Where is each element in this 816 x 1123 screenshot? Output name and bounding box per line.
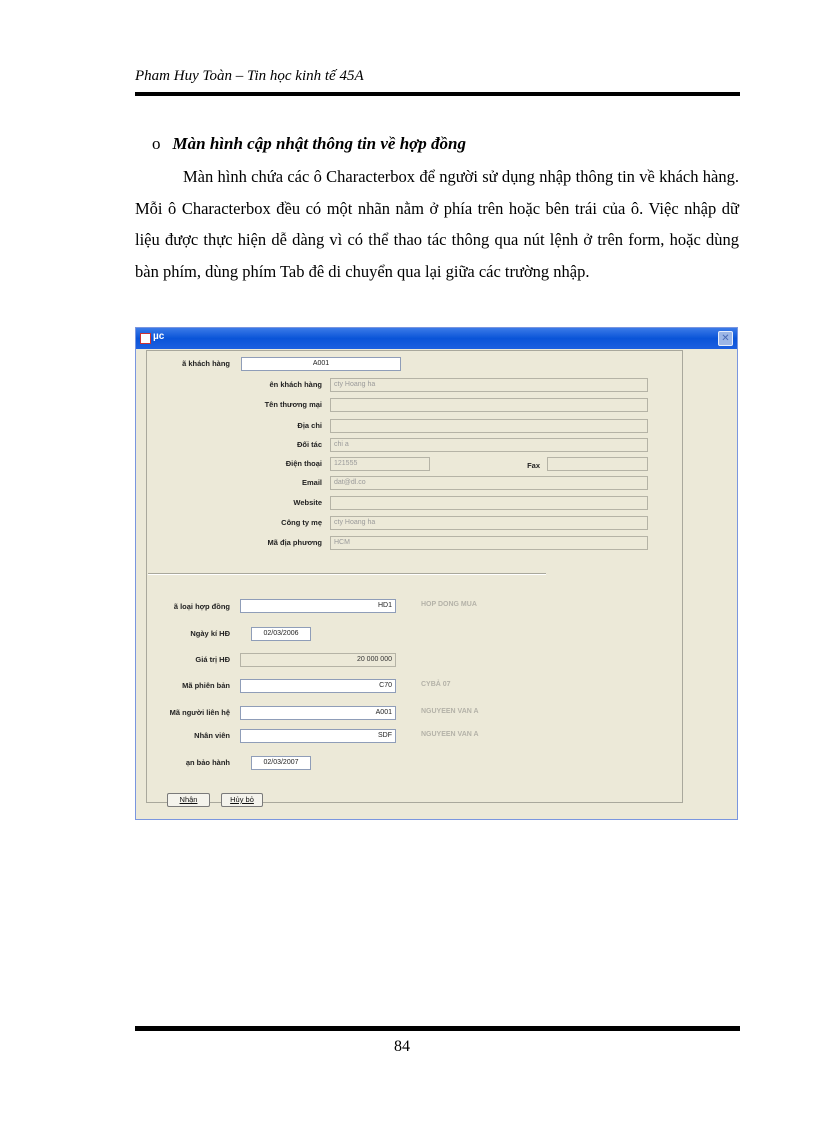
- cancel-button-label: Hủy bỏ: [230, 795, 254, 804]
- bullet-glyph: o: [152, 134, 161, 153]
- footer-rule: [135, 1026, 740, 1031]
- field-ten-khach-hang[interactable]: cty Hoang ha: [330, 378, 648, 392]
- window-title: µc: [153, 331, 165, 342]
- label-ten-thuong-mai: Tên thương mại: [264, 400, 322, 409]
- field-gia-tri-hd[interactable]: 20 000 000: [240, 653, 396, 667]
- contract-update-window: [135, 327, 738, 820]
- label-email: Email: [301, 478, 322, 487]
- field-ngay-ki-hd[interactable]: 02/03/2006: [251, 627, 311, 641]
- label-cong-ty-me: Công ty mẹ: [281, 518, 322, 527]
- heading-text: Màn hình cập nhật thông tin về hợp đồng: [172, 134, 466, 153]
- field-ma-phien-ban[interactable]: C70: [240, 679, 396, 693]
- label-dien-thoai: Điện thoại: [285, 459, 322, 468]
- ok-button-label: Nhận: [179, 795, 198, 804]
- section-divider: [148, 573, 546, 575]
- label-ma-nguoi-lien-he: Mã người liên hệ: [169, 708, 230, 717]
- page-header: Pham Huy Toàn – Tin học kinh tế 45A: [135, 68, 364, 84]
- text-nhan-vien: NGUYEEN VAN A: [421, 731, 479, 738]
- field-email[interactable]: dat@dl.co: [330, 476, 648, 490]
- label-ma-dia-phuong: Mã địa phương: [267, 538, 322, 547]
- field-ma-khach-hang[interactable]: A001: [241, 357, 401, 371]
- text-loai-hop-dong: HOP DONG MUA: [421, 601, 477, 608]
- page-number: 84: [394, 1038, 410, 1055]
- section-heading: [152, 134, 466, 154]
- label-ma-phien-ban: Mã phiên bản: [182, 681, 230, 690]
- label-dia-chi: Địa chỉ: [297, 421, 322, 430]
- field-nhan-vien[interactable]: SDF: [240, 729, 396, 743]
- header-rule: [135, 92, 740, 96]
- field-ten-thuong-mai[interactable]: [330, 398, 648, 412]
- field-fax[interactable]: [547, 457, 648, 471]
- field-doi-tac[interactable]: chi a: [330, 438, 648, 452]
- label-han-bao-hanh: ạn bảo hành: [185, 758, 230, 767]
- cancel-button[interactable]: [221, 793, 263, 807]
- label-ma-khach-hang: ã khách hàng: [182, 359, 230, 368]
- text-phien-ban: CYBẢ 07: [421, 681, 451, 688]
- field-dien-thoai[interactable]: 121555: [330, 457, 430, 471]
- field-han-bao-hanh[interactable]: 02/03/2007: [251, 756, 311, 770]
- label-fax: Fax: [527, 461, 540, 470]
- label-ma-loai-hop-dong: ã loại hợp đồng: [173, 602, 230, 611]
- field-website[interactable]: [330, 496, 648, 510]
- label-ten-khach-hang: ên khách hàng: [269, 380, 322, 389]
- window-titlebar: [136, 328, 737, 349]
- label-doi-tac: Đối tác: [296, 440, 322, 449]
- label-nhan-vien: Nhân viên: [194, 731, 230, 740]
- ok-button[interactable]: [167, 793, 210, 807]
- field-dia-chi[interactable]: [330, 419, 648, 433]
- text-nguoi-lien-he: NGUYEEN VAN A: [421, 708, 479, 715]
- close-icon[interactable]: ✕: [718, 331, 733, 346]
- body-paragraph: Màn hình chứa các ô Characterbox để người sử dụng nhập thông tin về khách hàng. Mỗi ô Characterbox đều có một nhãn nằm ở phía trên hoặc bên trái của ô. Việc nhập dữ liệu được thực hiện dễ dàng vì có thể thao tác thông qua nút lệnh ở trên form, hoặc dùng bàn phím, dùng phím Tab đê di chuyển qua lại giữa các trường nhập.: [135, 167, 739, 281]
- label-website: Website: [293, 498, 322, 507]
- app-icon: [140, 333, 151, 344]
- field-ma-loai-hop-dong[interactable]: HD1: [240, 599, 396, 613]
- field-ma-nguoi-lien-he[interactable]: A001: [240, 706, 396, 720]
- field-ma-dia-phuong[interactable]: HCM: [330, 536, 648, 550]
- label-gia-tri-hd: Giá trị HĐ: [195, 655, 230, 664]
- field-cong-ty-me[interactable]: cty Hoang ha: [330, 516, 648, 530]
- label-ngay-ki-hd: Ngày kí HĐ: [190, 629, 230, 638]
